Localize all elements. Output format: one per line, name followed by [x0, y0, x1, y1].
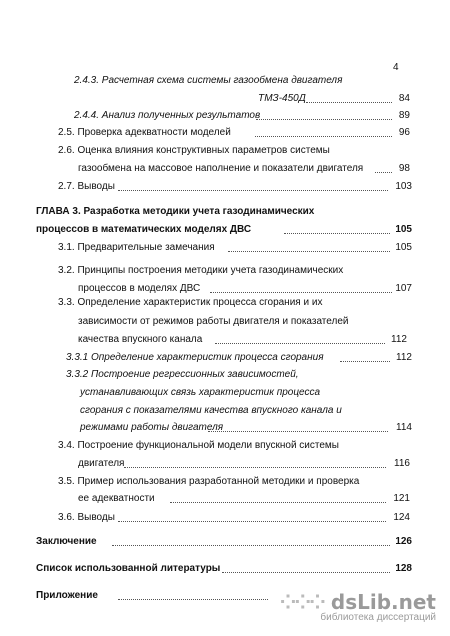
toc-entry-2-7: 2.7. Выводы	[58, 181, 115, 192]
toc-page-3-6: 124	[393, 512, 410, 523]
toc-entry-3-1: 3.1. Предварительные замечания	[58, 242, 215, 253]
toc-page-2-4-3: 84	[398, 93, 410, 104]
toc-page-2-4-4: 89	[398, 110, 410, 121]
toc-leader	[118, 521, 386, 522]
toc-page-3-3-2: 114	[396, 422, 412, 433]
toc-leader	[222, 572, 390, 573]
toc-entry-3-6: 3.6. Выводы	[58, 512, 115, 523]
toc-page-bibliography: 128	[395, 563, 412, 574]
toc-entry-2-4-3-line1: 2.4.3. Расчетная схема системы газообмена двигателя	[74, 75, 343, 86]
toc-entry-3-4-line1: 3.4. Построение функциональной модели впускной системы	[58, 440, 339, 451]
toc-entry-2-6-line1: 2.6. Оценка влияния конструктивных параметров системы	[58, 145, 330, 156]
toc-entry-2-4-4: 2.4.4. Анализ полученных результатов	[74, 110, 261, 121]
toc-page-3-1: 105	[395, 242, 412, 253]
toc-leader	[215, 343, 385, 344]
toc-page-2-6: 98	[398, 163, 410, 174]
toc-leader	[208, 431, 388, 432]
toc-entry-3-3-line2: зависимости от режимов работы двигателя и показателей	[78, 316, 349, 327]
toc-page-2-7: 103	[395, 181, 412, 192]
toc-chapter-3-line1: ГЛАВА 3. Разработка методики учета газодинамических	[36, 206, 315, 217]
toc-entry-3-3-line1: 3.3. Определение характеристик процесса сгорания и их	[58, 297, 323, 308]
watermark-logo	[280, 592, 436, 624]
toc-page-3-4: 116	[394, 458, 410, 469]
toc-leader	[284, 233, 390, 234]
toc-entry-3-3-1: 3.3.1 Определение характеристик процесса сгорания	[66, 352, 324, 363]
toc-entry-3-5-line1: 3.5. Пример использования разработанной методики и проверка	[58, 476, 360, 487]
toc-leader	[210, 292, 392, 293]
toc-leader	[170, 502, 386, 503]
watermark-subtitle: библиотека диссертаций	[320, 612, 436, 623]
toc-leader	[256, 119, 392, 120]
toc-entry-3-3-2-line1: 3.3.2 Построение регрессионных зависимостей,	[66, 369, 299, 380]
toc-entry-3-5-line2: ее адекватности	[78, 493, 155, 504]
toc-conclusion: Заключение	[36, 536, 97, 547]
toc-leader	[112, 545, 390, 546]
toc-page-3-2: 107	[395, 283, 412, 294]
toc-page-2-5: 96	[398, 127, 410, 138]
toc-entry-2-5: 2.5. Проверка адекватности моделей	[58, 127, 231, 138]
toc-entry-3-3-2-line3: сгорания с показателями качества впускного канала и	[80, 405, 342, 416]
toc-entry-3-2-line1: 3.2. Принципы построения методики учета газодинамических	[58, 265, 344, 276]
toc-page-3-3: 112	[391, 334, 407, 345]
watermark-brand: dsLib.net	[330, 590, 436, 614]
page-number: 4	[393, 62, 399, 73]
toc-chapter-3-line2: процессов в математических моделях ДВС	[36, 224, 252, 235]
toc-entry-3-3-2-line4: режимами работы двигателя	[80, 422, 224, 433]
toc-bibliography: Список использованной литературы	[36, 563, 221, 574]
toc-page-3-3-1: 112	[396, 352, 412, 363]
toc-leader	[228, 251, 390, 252]
toc-entry-3-3-line3: качества впускного канала	[78, 334, 203, 345]
toc-page-3-5: 121	[393, 493, 410, 504]
watermark-dots-icon: ⁘⁘⁘	[279, 590, 324, 614]
toc-leader	[118, 190, 388, 191]
toc-entry-2-4-3-line2: ТМЗ-450Д	[258, 93, 306, 104]
toc-entry-3-2-line2: процессов в моделях ДВС	[78, 283, 201, 294]
toc-page-chapter-3: 105	[395, 224, 412, 235]
toc-leader	[118, 599, 268, 600]
toc-appendix: Приложение	[36, 590, 98, 601]
toc-entry-2-6-line2: газообмена на массовое наполнение и показатели двигателя	[78, 163, 364, 174]
toc-leader	[124, 467, 386, 468]
toc-page-conclusion: 126	[395, 536, 412, 547]
toc-leader	[255, 136, 392, 137]
toc-entry-3-4-line2: двигателя	[78, 458, 125, 469]
toc-entry-3-3-2-line2: устанавливающих связь характеристик процесса	[80, 387, 321, 398]
